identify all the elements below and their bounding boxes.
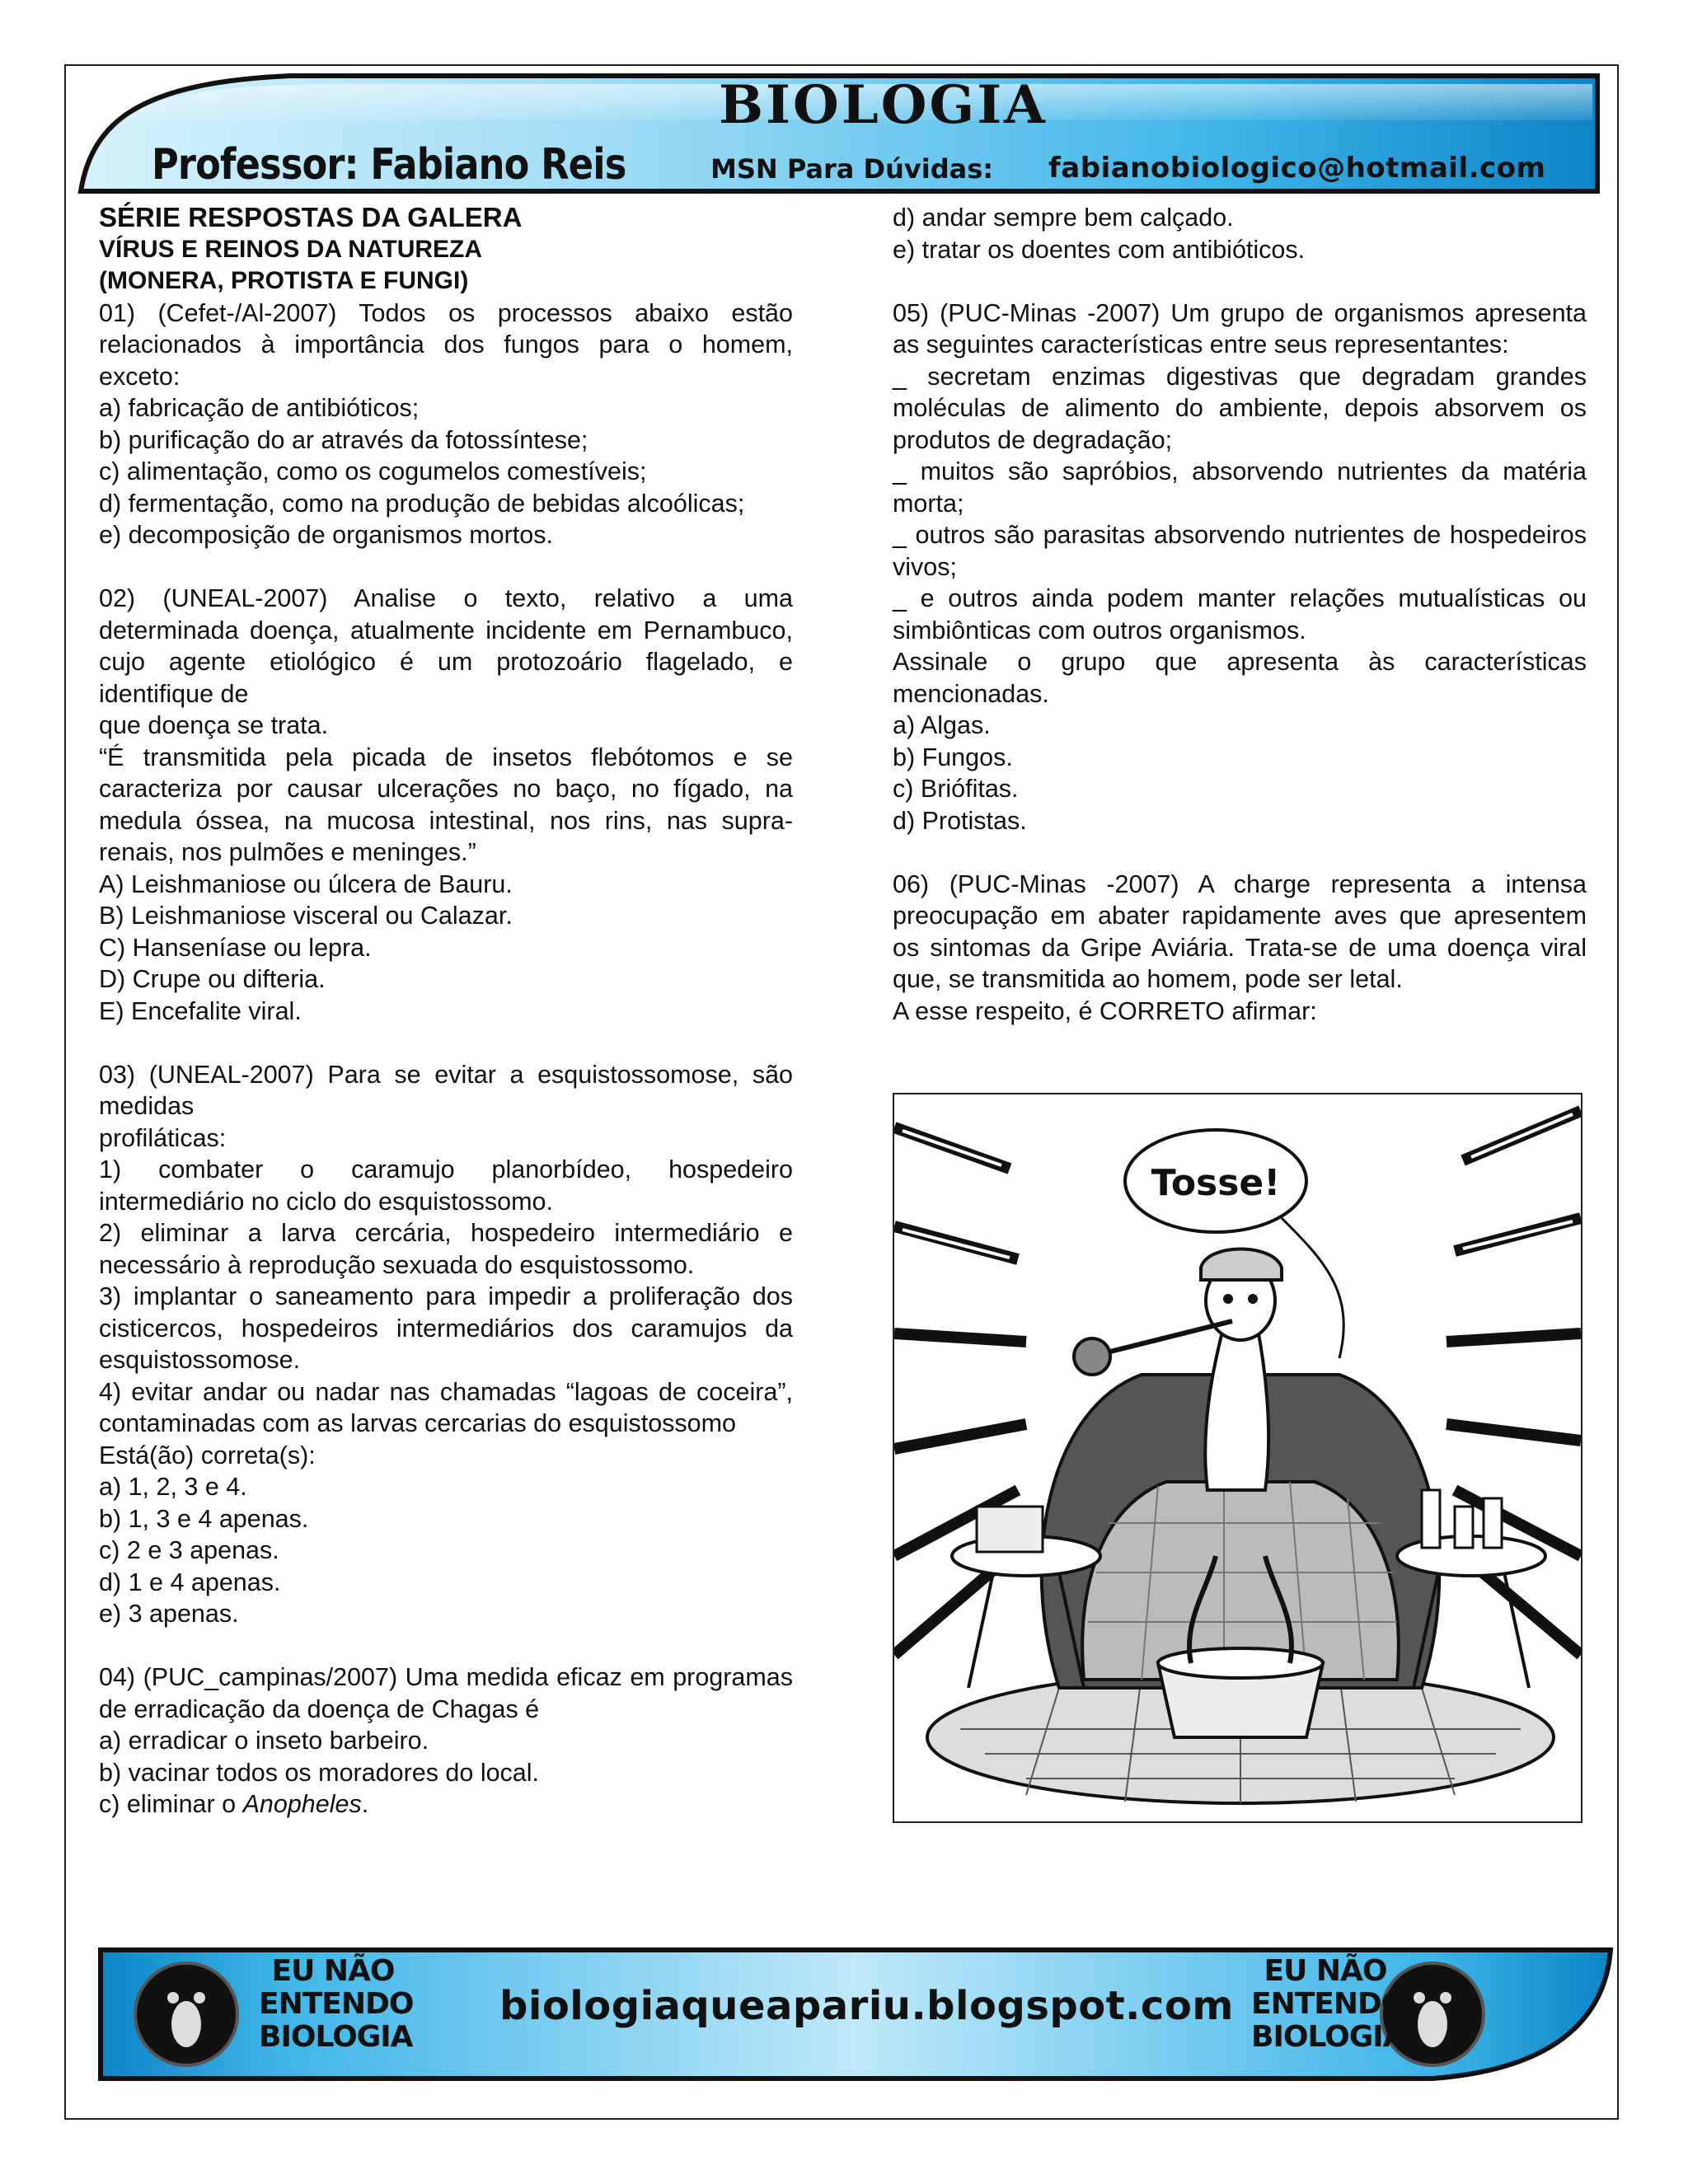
q4-option-c-prefix: c) eliminar o [99, 1790, 243, 1818]
q3-option-c: c) 2 e 3 apenas. [99, 1536, 279, 1564]
q2-option-d: D) Crupe ou difteria. [99, 965, 326, 993]
q2-quote: “É transmitida pela picada de insetos flebótomos e se caracteriza por causar ulcerações no baço, no fígado, na medula óssea, na mucosa intestinal, nos rins, nas supra-renais, nos pulmões e meninges.” [99, 743, 793, 866]
q3-option-d: d) 1 e 4 apenas. [99, 1568, 281, 1596]
bird-flu-cartoon [893, 1093, 1582, 1823]
q3-option-e: e) 3 apenas. [99, 1600, 239, 1628]
q5-option-d: d) Protistas. [893, 806, 1027, 835]
footer-logo-left-line2: ENTENDO [259, 1987, 414, 2021]
q5-stem: 05) (PUC-Minas -2007) Um grupo de organismos apresenta as seguintes características entre seus representantes: [893, 298, 1587, 359]
q6-question: A esse respeito, é CORRETO afirmar: [893, 996, 1317, 1025]
q4-option-c-suffix: . [361, 1790, 369, 1818]
q3-option-b: b) 1, 3 e 4 apenas. [99, 1504, 309, 1533]
footer-blog-url: biologiaqueapariu.blogspot.com [499, 1983, 1234, 2029]
q5-trait-4: _ e outros ainda podem manter relações mutualísticas ou simbiônticas com outros organismos. [893, 584, 1587, 644]
q4-stem: 04) (PUC_campinas/2007) Uma medida eficaz em programas de erradicação da doença de Chagas é [99, 1663, 793, 1723]
q5-option-a: a) Algas. [893, 711, 991, 739]
q5-trait-3: _ outros são parasitas absorvendo nutrientes de hospedeiros vivos; [893, 521, 1587, 581]
q2-stem: 02) (UNEAL-2007) Analise o texto, relativo a uma determinada doença, atualmente incidente em Pernambuco, cujo agente etiológico é um protozoário flagelado, e identifique de [99, 584, 793, 708]
topic-heading-1: VÍRUS E REINOS DA NATUREZA [99, 235, 483, 263]
left-column [99, 202, 793, 1821]
q6-stem: 06) (PUC-Minas -2007) A charge representa a intensa preocupação em abater rapidamente aves que apresentem os sintomas da Gripe Aviária. Trata-se de uma doença viral que, se transmitida ao homem, pode ser letal. [893, 869, 1587, 993]
topic-heading-2: (MONERA, PROTISTA E FUNGI) [99, 267, 469, 294]
footer-logo-left [259, 1954, 414, 2054]
q5-trait-2: _ muitos são sapróbios, absorvendo nutrientes da matéria morta; [893, 457, 1587, 518]
q2-option-b: B) Leishmaniose visceral ou Calazar. [99, 902, 513, 930]
q4-option-c-italic: Anopheles [242, 1790, 362, 1818]
banner-title: BIOLOGIA [719, 74, 1048, 136]
q3-question: Está(ão) correta(s): [99, 1441, 316, 1469]
q3-stem: 03) (UNEAL-2007) Para se evitar a esquistossomose, são medidas [99, 1060, 793, 1120]
q1-option-d: d) fermentação, como na produção de bebidas alcoólicas; [99, 489, 745, 518]
q5-option-b: b) Fungos. [893, 743, 1013, 771]
banner-professor: Professor: Fabiano Reis [152, 140, 626, 190]
q3-option-a: a) 1, 2, 3 e 4. [99, 1473, 247, 1501]
footer-logo-right [1251, 1954, 1406, 2054]
q5-question: Assinale o grupo que apresenta às características mencionadas. [893, 648, 1587, 708]
footer-logo-right-line3: BIOLOGIA [1251, 2020, 1405, 2054]
cartoon-speech-text: Tosse! [1151, 1162, 1281, 1204]
series-heading: SÉRIE RESPOSTAS DA GALERA [99, 202, 523, 232]
q3-item-3: 3) implantar o saneamento para impedir a proliferação dos cisticercos, hospedeiros intermediários dos caramujos da esquistossomose. [99, 1282, 793, 1374]
q1-option-c: c) alimentação, como os cogumelos comestíveis; [99, 457, 647, 485]
q3-item-1: 1) combater o caramujo planorbídeo, hospedeiro intermediário no ciclo do esquistossomo. [99, 1155, 793, 1216]
q1-stem: 01) (Cefet-/Al-2007) Todos os processos abaixo estão relacionados à importância dos fungos para o homem, exceto: [99, 298, 793, 391]
q3-item-4: 4) evitar andar ou nadar nas chamadas “lagoas de coceira”, contaminadas com as larvas cercarias do esquistossomo [99, 1377, 793, 1437]
q1-option-b: b) purificação do ar através da fotossíntese; [99, 425, 588, 454]
q2-option-a: A) Leishmaniose ou úlcera de Bauru. [99, 869, 513, 898]
q2-stem-cont: que doença se trata. [99, 711, 329, 739]
q3-stem-cont: profiláticas: [99, 1123, 227, 1152]
header-banner [76, 71, 1602, 196]
q1-option-e: e) decomposição de organismos mortos. [99, 521, 553, 549]
right-column [893, 202, 1587, 1027]
q2-option-c: C) Hanseníase ou lepra. [99, 933, 372, 962]
cartoon-drawing [894, 1094, 1581, 1821]
banner-email: fabianobiologico@hotmail.com [1048, 152, 1546, 185]
q4-option-e: e) tratar os doentes com antibióticos. [893, 235, 1306, 264]
footer-banner [97, 1945, 1614, 2083]
q4-option-d: d) andar sempre bem calçado. [893, 204, 1234, 232]
q5-trait-1: _ secretam enzimas digestivas que degradam grandes moléculas de alimento do ambiente, depois absorvem os produtos de degradação; [893, 362, 1587, 454]
q5-option-c: c) Briófitas. [893, 775, 1019, 803]
q3-item-2: 2) eliminar a larva cercária, hospedeiro intermediário e necessário à reprodução sexuada do esquistossomo. [99, 1219, 793, 1279]
q4-option-b: b) vacinar todos os moradores do local. [99, 1758, 540, 1787]
q2-option-e: E) Encefalite viral. [99, 996, 302, 1025]
q1-option-a: a) fabricação de antibióticos; [99, 394, 420, 422]
footer-logo-right-line2: ENTENDO [1251, 1987, 1406, 2021]
footer-logo-right-line1: EU NÃO [1264, 1954, 1387, 1988]
footer-logo-left-line3: BIOLOGIA [259, 2020, 413, 2054]
q4-option-a: a) erradicar o inseto barbeiro. [99, 1727, 429, 1755]
banner-msn-label: MSN Para Dúvidas: [710, 153, 994, 185]
footer-logo-left-line1: EU NÃO [271, 1954, 395, 1988]
q4-option-c [99, 1788, 793, 1821]
